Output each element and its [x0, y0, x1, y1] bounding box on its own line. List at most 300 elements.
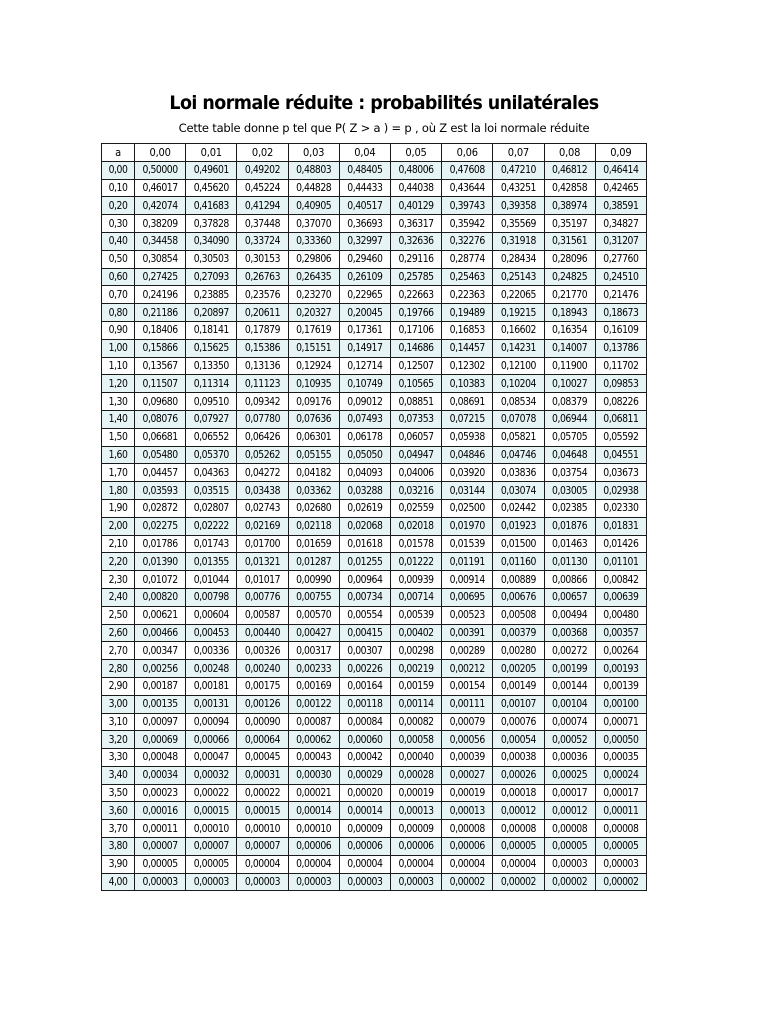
row-label-a: 0,70: [102, 286, 135, 304]
table-cell: 0,00029: [339, 766, 390, 784]
table-cell: 0,00427: [288, 624, 339, 642]
table-cell: 0,41294: [237, 197, 288, 215]
row-label-a: 4,00: [102, 873, 135, 891]
table-cell: 0,30503: [186, 250, 237, 268]
table-cell: 0,42858: [544, 179, 595, 197]
table-cell: 0,00003: [390, 873, 441, 891]
table-cell: 0,00087: [288, 713, 339, 731]
table-cell: 0,01923: [493, 517, 544, 535]
table-cell: 0,00026: [493, 766, 544, 784]
table-cell: 0,02872: [135, 499, 186, 517]
table-cell: 0,46812: [544, 161, 595, 179]
table-cell: 0,01876: [544, 517, 595, 535]
row-label-a: 0,20: [102, 197, 135, 215]
table-cell: 0,10383: [442, 375, 493, 393]
table-row: [102, 375, 647, 393]
table-cell: 0,01101: [595, 553, 646, 571]
table-cell: 0,26763: [237, 268, 288, 286]
table-cell: 0,00054: [493, 731, 544, 749]
table-cell: 0,00193: [595, 660, 646, 678]
page-title: Loi normale réduite : probabilités unilatérales: [169, 92, 599, 114]
table-cell: 0,00002: [595, 873, 646, 891]
table-cell: 0,46414: [595, 161, 646, 179]
table-cell: 0,00036: [544, 749, 595, 767]
table-cell: 0,00040: [390, 749, 441, 767]
table-cell: 0,00058: [390, 731, 441, 749]
table-cell: 0,32636: [390, 232, 441, 250]
row-label-a: 1,50: [102, 428, 135, 446]
table-row: [102, 339, 647, 357]
table-cell: 0,00006: [288, 838, 339, 856]
table-cell: 0,02807: [186, 499, 237, 517]
table-row: [102, 393, 647, 411]
column-header: 0,08: [544, 144, 595, 162]
table-cell: 0,00866: [544, 571, 595, 589]
table-row: [102, 499, 647, 517]
table-cell: 0,00016: [135, 802, 186, 820]
table-cell: 0,00038: [493, 749, 544, 767]
table-cell: 0,08379: [544, 393, 595, 411]
table-cell: 0,16354: [544, 321, 595, 339]
table-cell: 0,00010: [186, 820, 237, 838]
table-cell: 0,00007: [135, 838, 186, 856]
table-cell: 0,38209: [135, 215, 186, 233]
table-cell: 0,04846: [442, 446, 493, 464]
table-cell: 0,28434: [493, 250, 544, 268]
table-cell: 0,00139: [595, 677, 646, 695]
table-cell: 0,32997: [339, 232, 390, 250]
table-cell: 0,00066: [186, 731, 237, 749]
table-cell: 0,02169: [237, 517, 288, 535]
table-cell: 0,25143: [493, 268, 544, 286]
table-cell: 0,23885: [186, 286, 237, 304]
table-cell: 0,06681: [135, 428, 186, 446]
table-cell: 0,00676: [493, 588, 544, 606]
table-cell: 0,00007: [186, 838, 237, 856]
table-cell: 0,22663: [390, 286, 441, 304]
table-cell: 0,06301: [288, 428, 339, 446]
table-cell: 0,00012: [493, 802, 544, 820]
table-cell: 0,09342: [237, 393, 288, 411]
table-cell: 0,01072: [135, 571, 186, 589]
table-cell: 0,07493: [339, 410, 390, 428]
table-cell: 0,00084: [339, 713, 390, 731]
table-cell: 0,00097: [135, 713, 186, 731]
table-cell: 0,04093: [339, 464, 390, 482]
table-cell: 0,05370: [186, 446, 237, 464]
table-cell: 0,06811: [595, 410, 646, 428]
table-cell: 0,02330: [595, 499, 646, 517]
table-cell: 0,33360: [288, 232, 339, 250]
table-cell: 0,01426: [595, 535, 646, 553]
column-header: 0,09: [595, 144, 646, 162]
table-cell: 0,03515: [186, 482, 237, 500]
table-cell: 0,08691: [442, 393, 493, 411]
table-cell: 0,06178: [339, 428, 390, 446]
table-cell: 0,01700: [237, 535, 288, 553]
table-cell: 0,10027: [544, 375, 595, 393]
table-cell: 0,00621: [135, 606, 186, 624]
table-cell: 0,19766: [390, 304, 441, 322]
table-cell: 0,00005: [135, 855, 186, 873]
table-cell: 0,00889: [493, 571, 544, 589]
table-cell: 0,05705: [544, 428, 595, 446]
table-cell: 0,31918: [493, 232, 544, 250]
table-cell: 0,01500: [493, 535, 544, 553]
table-cell: 0,00042: [339, 749, 390, 767]
table-cell: 0,00264: [595, 642, 646, 660]
table-cell: 0,00240: [237, 660, 288, 678]
table-row: [102, 215, 647, 233]
table-cell: 0,36693: [339, 215, 390, 233]
table-cell: 0,00028: [390, 766, 441, 784]
table-cell: 0,00003: [288, 873, 339, 891]
table-cell: 0,03673: [595, 464, 646, 482]
table-cell: 0,00021: [288, 784, 339, 802]
table-cell: 0,09176: [288, 393, 339, 411]
table-cell: 0,37070: [288, 215, 339, 233]
table-cell: 0,00071: [595, 713, 646, 731]
table-cell: 0,20045: [339, 304, 390, 322]
table-cell: 0,02619: [339, 499, 390, 517]
table-cell: 0,01743: [186, 535, 237, 553]
table-cell: 0,01659: [288, 535, 339, 553]
table-cell: 0,00126: [237, 695, 288, 713]
table-cell: 0,13350: [186, 357, 237, 375]
table-cell: 0,14007: [544, 339, 595, 357]
table-row: [102, 535, 647, 553]
table-cell: 0,20327: [288, 304, 339, 322]
table-cell: 0,00082: [390, 713, 441, 731]
table-cell: 0,02559: [390, 499, 441, 517]
row-label-a: 1,90: [102, 499, 135, 517]
table-cell: 0,00012: [544, 802, 595, 820]
table-cell: 0,22965: [339, 286, 390, 304]
table-cell: 0,00006: [390, 838, 441, 856]
table-cell: 0,00842: [595, 571, 646, 589]
table-cell: 0,04006: [390, 464, 441, 482]
table-cell: 0,00006: [442, 838, 493, 856]
table-cell: 0,00181: [186, 677, 237, 695]
table-cell: 0,27760: [595, 250, 646, 268]
row-label-a: 0,80: [102, 304, 135, 322]
row-label-a: 3,10: [102, 713, 135, 731]
table-cell: 0,00307: [339, 642, 390, 660]
table-cell: 0,00391: [442, 624, 493, 642]
table-cell: 0,03362: [288, 482, 339, 500]
table-cell: 0,00004: [442, 855, 493, 873]
row-label-a: 1,30: [102, 393, 135, 411]
table-cell: 0,03005: [544, 482, 595, 500]
table-cell: 0,00776: [237, 588, 288, 606]
table-cell: 0,01970: [442, 517, 493, 535]
table-cell: 0,04272: [237, 464, 288, 482]
table-cell: 0,00587: [237, 606, 288, 624]
row-label-a: 1,80: [102, 482, 135, 500]
table-cell: 0,08851: [390, 393, 441, 411]
row-label-a: 1,60: [102, 446, 135, 464]
row-label-a: 2,10: [102, 535, 135, 553]
table-cell: 0,00023: [135, 784, 186, 802]
table-cell: 0,43251: [493, 179, 544, 197]
table-cell: 0,00131: [186, 695, 237, 713]
table-cell: 0,21476: [595, 286, 646, 304]
table-cell: 0,31561: [544, 232, 595, 250]
table-cell: 0,00018: [493, 784, 544, 802]
column-header: 0,03: [288, 144, 339, 162]
table-cell: 0,00100: [595, 695, 646, 713]
table-cell: 0,06552: [186, 428, 237, 446]
table-cell: 0,00820: [135, 588, 186, 606]
table-cell: 0,05480: [135, 446, 186, 464]
column-header: 0,06: [442, 144, 493, 162]
table-cell: 0,03288: [339, 482, 390, 500]
row-label-a: 2,60: [102, 624, 135, 642]
table-cell: 0,29806: [288, 250, 339, 268]
row-label-a: 3,60: [102, 802, 135, 820]
table-cell: 0,00002: [442, 873, 493, 891]
table-cell: 0,00187: [135, 677, 186, 695]
table-cell: 0,09853: [595, 375, 646, 393]
table-cell: 0,00076: [493, 713, 544, 731]
table-cell: 0,01321: [237, 553, 288, 571]
table-cell: 0,01287: [288, 553, 339, 571]
table-cell: 0,01191: [442, 553, 493, 571]
table-row: [102, 179, 647, 197]
table-cell: 0,00657: [544, 588, 595, 606]
table-cell: 0,17106: [390, 321, 441, 339]
table-cell: 0,01618: [339, 535, 390, 553]
table-cell: 0,02680: [288, 499, 339, 517]
table-cell: 0,25463: [442, 268, 493, 286]
table-cell: 0,00494: [544, 606, 595, 624]
table-row: [102, 464, 647, 482]
row-label-a: 0,90: [102, 321, 135, 339]
row-label-a: 3,90: [102, 855, 135, 873]
table-cell: 0,00006: [339, 838, 390, 856]
table-cell: 0,10749: [339, 375, 390, 393]
table-cell: 0,00939: [390, 571, 441, 589]
table-cell: 0,17619: [288, 321, 339, 339]
table-cell: 0,14917: [339, 339, 390, 357]
table-cell: 0,26109: [339, 268, 390, 286]
table-cell: 0,44038: [390, 179, 441, 197]
table-cell: 0,37448: [237, 215, 288, 233]
table-cell: 0,35942: [442, 215, 493, 233]
table-cell: 0,01017: [237, 571, 288, 589]
table-row: [102, 304, 647, 322]
table-row: [102, 802, 647, 820]
table-cell: 0,17361: [339, 321, 390, 339]
row-label-a: 3,50: [102, 784, 135, 802]
table-row: [102, 838, 647, 856]
table-cell: 0,35197: [544, 215, 595, 233]
table-cell: 0,12714: [339, 357, 390, 375]
table-cell: 0,00039: [442, 749, 493, 767]
table-cell: 0,03754: [544, 464, 595, 482]
table-cell: 0,00368: [544, 624, 595, 642]
row-label-a: 3,70: [102, 820, 135, 838]
table-cell: 0,44433: [339, 179, 390, 197]
table-cell: 0,04746: [493, 446, 544, 464]
row-label-a: 2,80: [102, 660, 135, 678]
table-cell: 0,01578: [390, 535, 441, 553]
row-label-a: 1,10: [102, 357, 135, 375]
table-cell: 0,00347: [135, 642, 186, 660]
table-cell: 0,05050: [339, 446, 390, 464]
table-cell: 0,38591: [595, 197, 646, 215]
table-cell: 0,00226: [339, 660, 390, 678]
table-cell: 0,44828: [288, 179, 339, 197]
table-cell: 0,00280: [493, 642, 544, 660]
table-cell: 0,46017: [135, 179, 186, 197]
table-cell: 0,04457: [135, 464, 186, 482]
table-cell: 0,00107: [493, 695, 544, 713]
table-cell: 0,00004: [288, 855, 339, 873]
row-label-a: 3,80: [102, 838, 135, 856]
table-cell: 0,00205: [493, 660, 544, 678]
table-row: [102, 161, 647, 179]
table-cell: 0,06944: [544, 410, 595, 428]
table-cell: 0,42074: [135, 197, 186, 215]
table-cell: 0,00034: [135, 766, 186, 784]
table-cell: 0,00002: [493, 873, 544, 891]
table-cell: 0,09510: [186, 393, 237, 411]
table-cell: 0,01786: [135, 535, 186, 553]
table-cell: 0,00104: [544, 695, 595, 713]
table-cell: 0,00144: [544, 677, 595, 695]
table-row: [102, 410, 647, 428]
table-cell: 0,00135: [135, 695, 186, 713]
table-cell: 0,00248: [186, 660, 237, 678]
table-cell: 0,00008: [493, 820, 544, 838]
table-cell: 0,07215: [442, 410, 493, 428]
table-row: [102, 606, 647, 624]
table-cell: 0,00007: [237, 838, 288, 856]
table-cell: 0,00990: [288, 571, 339, 589]
table-row: [102, 731, 647, 749]
table-cell: 0,00714: [390, 588, 441, 606]
table-cell: 0,43644: [442, 179, 493, 197]
table-cell: 0,08076: [135, 410, 186, 428]
table-row: [102, 571, 647, 589]
table-cell: 0,28096: [544, 250, 595, 268]
table-cell: 0,14231: [493, 339, 544, 357]
table-cell: 0,02222: [186, 517, 237, 535]
table-row: [102, 588, 647, 606]
table-cell: 0,00357: [595, 624, 646, 642]
table-cell: 0,50000: [135, 161, 186, 179]
table-cell: 0,00508: [493, 606, 544, 624]
table-cell: 0,00005: [493, 838, 544, 856]
table-cell: 0,00013: [442, 802, 493, 820]
table-cell: 0,15866: [135, 339, 186, 357]
table-cell: 0,00079: [442, 713, 493, 731]
table-cell: 0,07078: [493, 410, 544, 428]
table-cell: 0,00008: [544, 820, 595, 838]
table-cell: 0,00570: [288, 606, 339, 624]
table-cell: 0,06057: [390, 428, 441, 446]
table-cell: 0,00111: [442, 695, 493, 713]
table-cell: 0,00159: [390, 677, 441, 695]
table-cell: 0,00317: [288, 642, 339, 660]
table-cell: 0,35569: [493, 215, 544, 233]
table-cell: 0,22363: [442, 286, 493, 304]
table-body: [102, 161, 647, 891]
column-header: 0,04: [339, 144, 390, 162]
table-cell: 0,01831: [595, 517, 646, 535]
table-row: [102, 873, 647, 891]
table-cell: 0,01355: [186, 553, 237, 571]
table-cell: 0,00695: [442, 588, 493, 606]
table-cell: 0,17879: [237, 321, 288, 339]
table-cell: 0,05155: [288, 446, 339, 464]
table-cell: 0,34090: [186, 232, 237, 250]
table-cell: 0,00256: [135, 660, 186, 678]
column-header: 0,07: [493, 144, 544, 162]
table-cell: 0,19215: [493, 304, 544, 322]
table-cell: 0,01255: [339, 553, 390, 571]
table-cell: 0,14686: [390, 339, 441, 357]
table-cell: 0,07353: [390, 410, 441, 428]
table-cell: 0,05938: [442, 428, 493, 446]
table-cell: 0,05821: [493, 428, 544, 446]
table-cell: 0,03216: [390, 482, 441, 500]
table-cell: 0,00043: [288, 749, 339, 767]
table-cell: 0,01539: [442, 535, 493, 553]
table-cell: 0,03593: [135, 482, 186, 500]
table-cell: 0,02018: [390, 517, 441, 535]
table-row: [102, 232, 647, 250]
table-row: [102, 250, 647, 268]
table-cell: 0,02385: [544, 499, 595, 517]
table-cell: 0,40905: [288, 197, 339, 215]
table-cell: 0,12924: [288, 357, 339, 375]
table-cell: 0,01160: [493, 553, 544, 571]
table-row: [102, 642, 647, 660]
table-cell: 0,00149: [493, 677, 544, 695]
table-cell: 0,25785: [390, 268, 441, 286]
table-cell: 0,11314: [186, 375, 237, 393]
table-cell: 0,45620: [186, 179, 237, 197]
table-cell: 0,00062: [288, 731, 339, 749]
row-label-a: 3,30: [102, 749, 135, 767]
table-cell: 0,11702: [595, 357, 646, 375]
row-label-a: 0,10: [102, 179, 135, 197]
row-label-a: 3,00: [102, 695, 135, 713]
table-cell: 0,03836: [493, 464, 544, 482]
table-cell: 0,00734: [339, 588, 390, 606]
row-label-a: 2,30: [102, 571, 135, 589]
table-row: [102, 268, 647, 286]
table-cell: 0,14457: [442, 339, 493, 357]
row-label-a: 0,30: [102, 215, 135, 233]
table-cell: 0,00415: [339, 624, 390, 642]
table-cell: 0,29460: [339, 250, 390, 268]
table-cell: 0,02068: [339, 517, 390, 535]
table-cell: 0,00169: [288, 677, 339, 695]
table-cell: 0,00440: [237, 624, 288, 642]
table-cell: 0,27093: [186, 268, 237, 286]
table-cell: 0,00003: [339, 873, 390, 891]
table-cell: 0,37828: [186, 215, 237, 233]
row-label-a: 1,00: [102, 339, 135, 357]
table-cell: 0,00022: [186, 784, 237, 802]
table-cell: 0,00003: [186, 873, 237, 891]
table-cell: 0,12507: [390, 357, 441, 375]
table-cell: 0,09012: [339, 393, 390, 411]
table-cell: 0,04947: [390, 446, 441, 464]
